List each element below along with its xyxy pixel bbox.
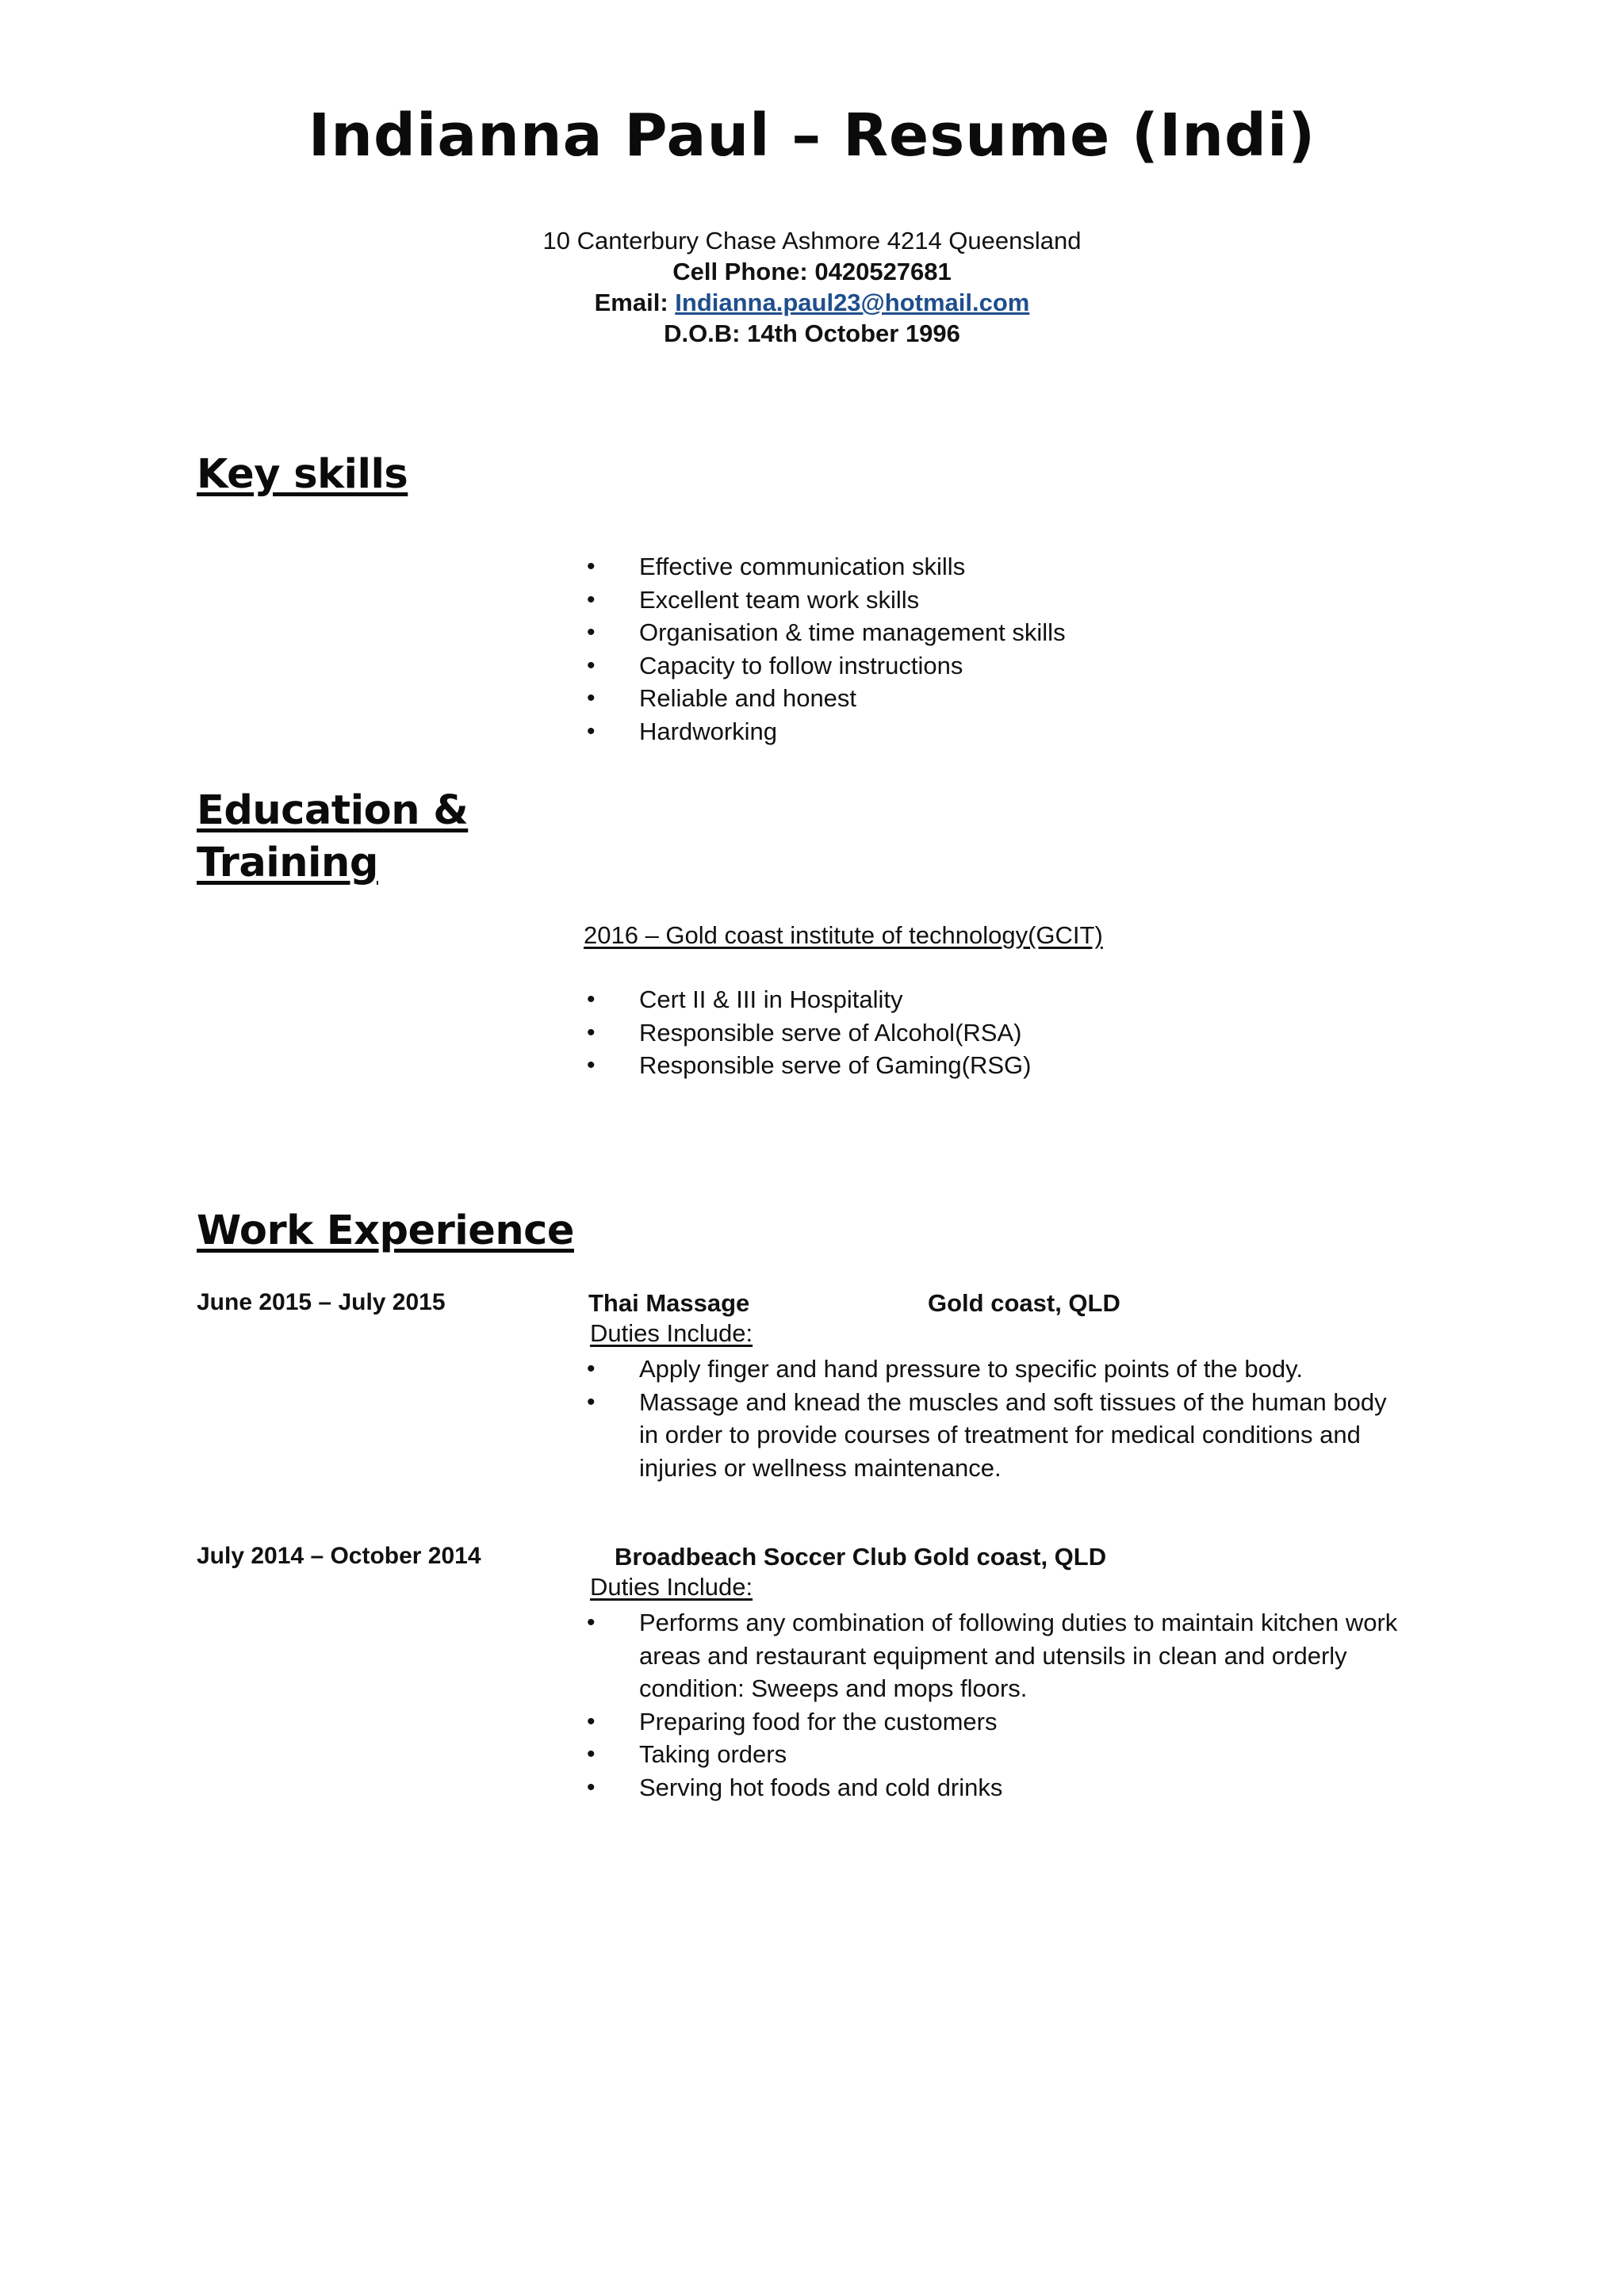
job-dates: July 2014 – October 2014: [197, 1543, 481, 1569]
address: 10 Canterbury Chase Ashmore 4214 Queensland: [542, 227, 1082, 254]
education-heading-line2: Training: [197, 840, 378, 886]
duties-label: Duties Include:: [590, 1573, 753, 1601]
job-dates: June 2015 – July 2015: [197, 1289, 446, 1315]
list-item: • Responsible serve of Alcohol(RSA): [587, 1016, 1031, 1050]
job-duties-list: [587, 1606, 1427, 1804]
list-item: • Reliable and honest: [587, 682, 1066, 715]
job-duties-list: [587, 1353, 1404, 1484]
list-item: • Massage and knead the muscles and soft tissues of the human body in order to provide courses of treatment for medical conditions and injuries or wellness maintenance.: [587, 1386, 1404, 1485]
email-link[interactable]: Indianna.paul23@hotmail.com: [675, 289, 1030, 316]
job-employer: Broadbeach Soccer Club Gold coast, QLD: [615, 1543, 1107, 1571]
email-line: [0, 287, 1624, 318]
page-title: Indianna Paul – Resume (Indi): [308, 101, 1316, 170]
dob-label: D.O.B:: [664, 320, 741, 347]
list-item: • Capacity to follow instructions: [587, 649, 1066, 683]
education-list: [587, 983, 1031, 1082]
dob-line: [0, 318, 1624, 349]
email-label: Email:: [594, 289, 668, 316]
education-heading: [197, 785, 468, 890]
list-item: • Responsible serve of Gaming(RSG): [587, 1049, 1031, 1082]
key-skills-list: [587, 550, 1066, 748]
dob-value: 14th October 1996: [747, 320, 960, 347]
list-item: • Hardworking: [587, 715, 1066, 748]
phone-label: Cell Phone:: [672, 258, 808, 285]
work-experience-heading: Work Experience: [197, 1207, 574, 1254]
job-location: Gold coast, QLD: [928, 1289, 1120, 1317]
list-item: • Apply finger and hand pressure to specific points of the body.: [587, 1353, 1404, 1386]
key-skills-heading: Key skills: [197, 451, 408, 498]
duties-label: Duties Include:: [590, 1319, 753, 1347]
phone-number: 0420527681: [814, 258, 952, 285]
phone-line: [0, 256, 1624, 287]
list-item: • Cert II & III in Hospitality: [587, 983, 1031, 1016]
list-item: • Performs any combination of following duties to maintain kitchen work areas and restaurant equipment and utensils in clean and orderly condition: Sweeps and mops floors.: [587, 1606, 1427, 1705]
job-employer: Thai Massage: [588, 1289, 750, 1317]
list-item: • Effective communication skills: [587, 550, 1066, 584]
list-item: • Organisation & time management skills: [587, 616, 1066, 649]
education-heading-line1: Education &: [197, 787, 469, 834]
list-item: • Taking orders: [587, 1738, 1427, 1771]
list-item: • Preparing food for the customers: [587, 1705, 1427, 1739]
list-item: • Serving hot foods and cold drinks: [587, 1771, 1427, 1804]
contact-block: [0, 225, 1624, 349]
education-institution: 2016 – Gold coast institute of technology(GCIT): [584, 921, 1103, 949]
list-item: • Excellent team work skills: [587, 584, 1066, 617]
